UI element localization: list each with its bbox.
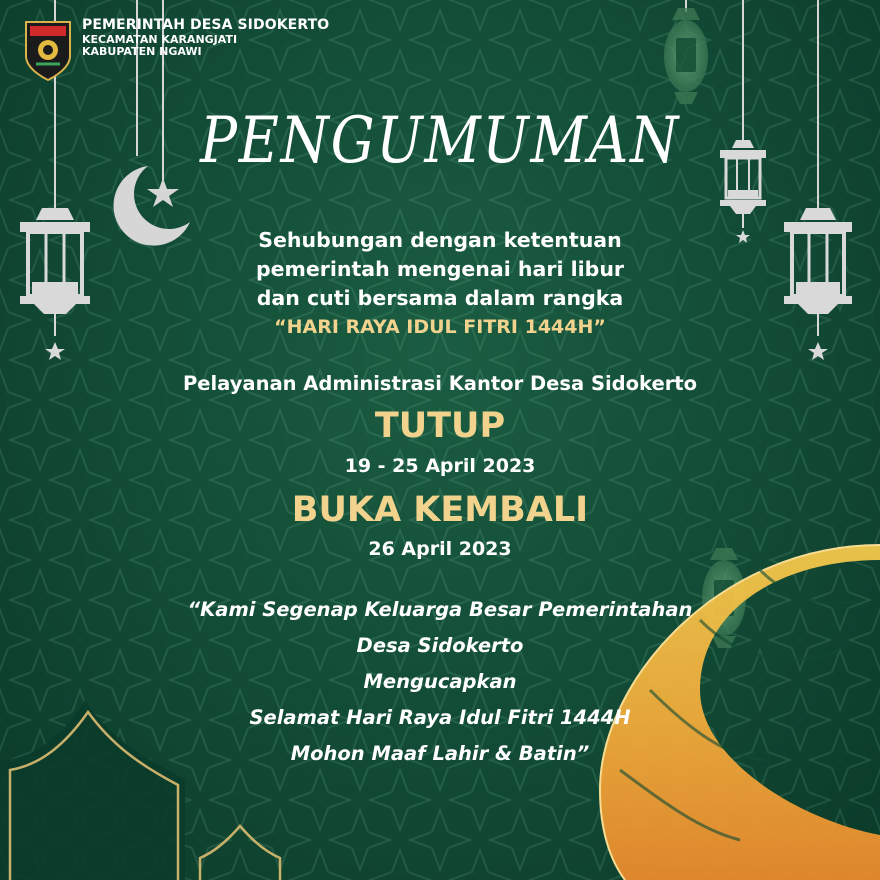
- intro-line-2: pemerintah mengenai hari libur: [255, 257, 625, 281]
- greeting-line-2: Desa Sidokerto: [356, 634, 524, 657]
- intro-line-1: Sehubungan dengan ketentuan: [258, 228, 622, 252]
- greeting-line-3: Mengucapkan: [363, 670, 517, 693]
- greeting-line-1: “Kami Segenap Keluarga Besar Pemerintahan: [187, 598, 693, 621]
- intro-text: [0, 226, 880, 313]
- green-lantern-icon: [664, 8, 708, 104]
- intro-line-3: dan cuti bersama dalam rangka: [256, 286, 624, 310]
- closed-label: TUTUP: [374, 406, 506, 446]
- org-line-1: PEMERINTAH DESA SIDOKERTO: [82, 17, 330, 33]
- event-name: “HARI RAYA IDUL FITRI 1444H”: [274, 316, 606, 338]
- service-notice: Pelayanan Administrasi Kantor Desa Sidokerto: [182, 372, 698, 395]
- announcement-title: PENGUMUMAN: [200, 104, 680, 178]
- org-line-3: KABUPATEN NGAWI: [82, 44, 202, 58]
- reopen-label: BUKA KEMBALI: [291, 490, 589, 530]
- greeting-line-4: Selamat Hari Raya Idul Fitri 1444H: [249, 706, 631, 729]
- organization-name: [82, 18, 329, 58]
- reopen-date: 26 April 2023: [368, 538, 512, 560]
- header: [22, 18, 329, 82]
- emblem-logo-icon: [22, 18, 74, 82]
- star-icon: [147, 178, 179, 207]
- org-line-2: KECAMATAN KARANGJATI: [82, 32, 238, 46]
- greeting-line-5: Mohon Maaf Lahir & Batin”: [290, 742, 590, 765]
- greeting-message: [0, 592, 880, 772]
- closed-dates: 19 - 25 April 2023: [344, 455, 536, 477]
